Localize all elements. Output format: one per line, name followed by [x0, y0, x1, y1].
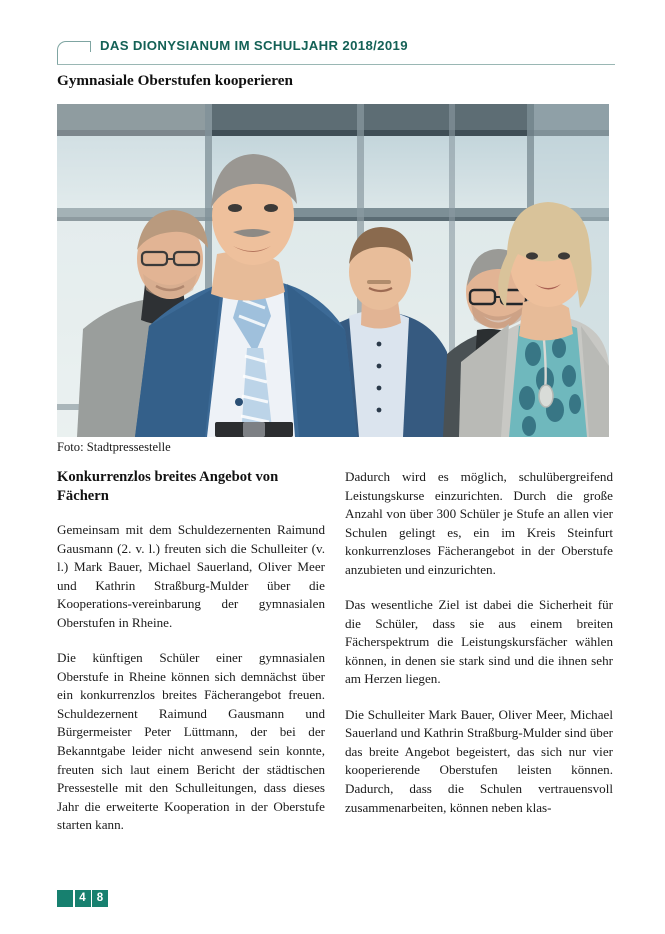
right-column-paragraph-2: Das wesentliche Ziel ist dabei die Sicherheit für die Schüler, dass sie aus einem breiten Fächerspektrum die Leistungskursfächer wählen können, in denen sie stark sind und die ihnen sehr am Herzen liegen.: [345, 597, 613, 687]
folio-digit-tens: 4: [75, 890, 91, 907]
right-column-paragraph-1: Dadurch wird es möglich, schulübergreifend Leistungskurse einzurichten. Durch die große Anzahl von über 300 Schüler je Stufe an allen vier Schulen gelingt es, ein im Kreis Steinfurt konkurrenzloses Fächerangebot in der Oberstufe anzubieten und einzurichten.: [345, 469, 613, 577]
left-column: [57, 468, 325, 835]
left-column-paragraph-1: Gemeinsam mit dem Schuldezernenten Raimund Gausmann (2. v. l.) freuten sich die Schulleiter (v. l.) Mark Bauer, Michael Sauerland, Oliver Meer und Kathrin Straßburg-Mulder über die Kooperations-vereinbarung der gymnasialen Oberstufen in Rheine.: [57, 522, 325, 630]
bracket-tick-icon: [90, 41, 91, 52]
photo-illustration: [57, 104, 609, 437]
photo-caption: Foto: Stadtpressestelle: [57, 440, 171, 454]
left-column-heading: Konkurrenzlos breites Angebot von Fächern: [57, 469, 279, 504]
header-divider: [57, 64, 615, 65]
article-heading: Gymnasiale Oberstufen kooperieren: [57, 72, 293, 89]
right-column-paragraph-3: Die Schulleiter Mark Bauer, Oliver Meer, Michael Sauerland und Kathrin Straßburg-Mulder sind über das breite Angebot begeistert, das sich nur vier kooperierende Oberstufen leisten können. Dadurch, dass die Schulen vertrauensvoll zusammenarbeiten, können neben klas-: [345, 706, 613, 815]
corner-bracket-icon: [57, 41, 91, 64]
folio-box-blank: [57, 890, 73, 907]
running-head-title: DAS DIONYSIANUM IM SCHULJAHR 2018/2019: [100, 38, 408, 53]
left-column-paragraph-2: Die künftigen Schüler einer gymnasialen Oberstufe in Rheine können sich demnächst über ein konkurrenzlos breites Fächerangebot freuen. Schuldezernent Raimund Gausmann und Bürgermeister Peter Lüttmann, der bei der Bekanntgabe leider nicht anwesend sein konnte, freuten sich laut einem Bericht der städtischen Pressestelle mit den Schulleitungen, dass dieses Jahr die erweiterte Kooperation in der Oberstufe starten kann.: [57, 650, 325, 833]
folio-digit-ones: 8: [92, 890, 108, 907]
article-photo: [57, 104, 609, 437]
right-column: [345, 468, 613, 817]
folio: [57, 890, 108, 907]
running-head: [57, 38, 615, 70]
